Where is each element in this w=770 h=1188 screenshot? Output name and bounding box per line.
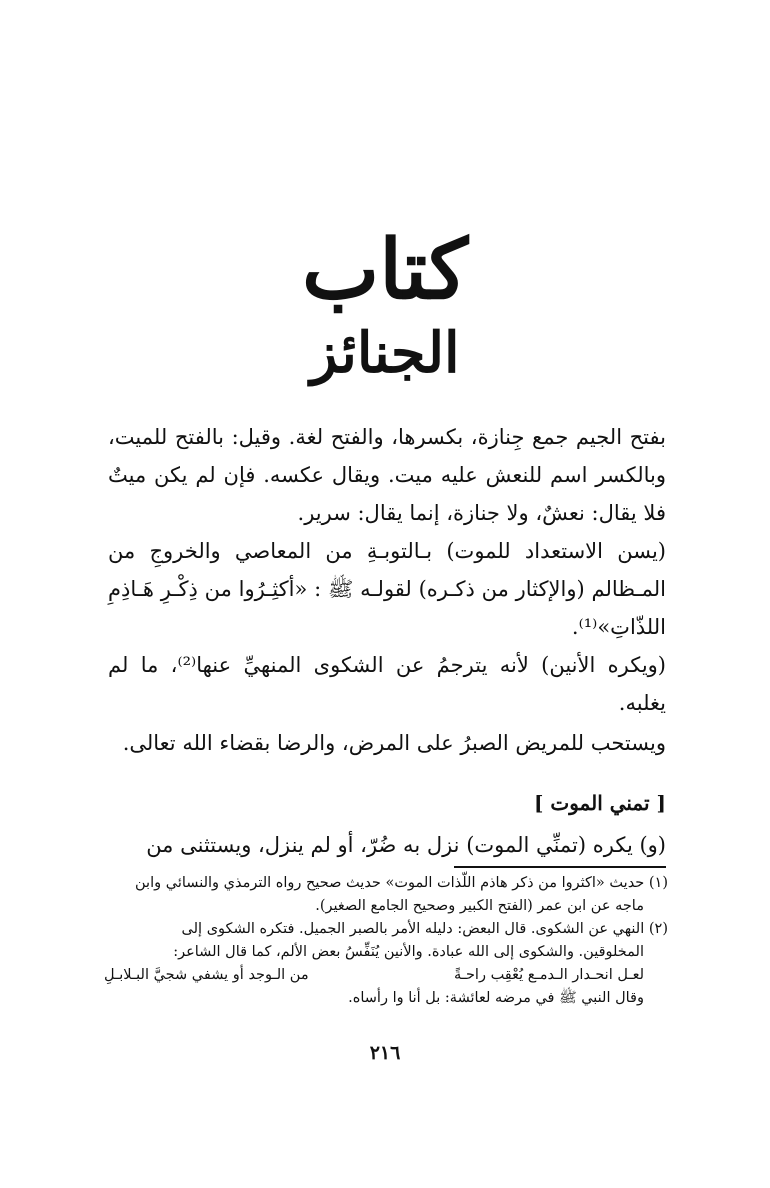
footnote-2-line-3: وقال النبي ﷺ في مرضه لعائشة: بل أنا وا رأساه. — [348, 990, 644, 1006]
paragraph-wishing-death: (و) يكره (تمنِّي الموت) نزل به ضُرّ، أو لم ينزل، ويستثنى من — [146, 833, 666, 857]
paragraph-definition: بفتح الجيم جمع جِنازة، بكسرها، والفتح لغة. وقيل: بالفتح للميت، وبالكسر اسم للنعش عليه ميت. ويقال عكسه. فإن لم يكن ميتٌ فلا يقال: نعشٌ، ولا جنازة، إنما يقال: سرير. — [108, 425, 666, 525]
footnote-divider — [454, 866, 666, 868]
paragraph-moaning: (ويكره الأنين) لأنه يترجمُ عن الشكوى المنهيِّ عنها⁽²⁾، ما لم يغلبه. — [108, 653, 666, 715]
chapter-title: الجنائز — [310, 320, 460, 386]
verse-second-hemistich: من الـوجد أو يشفي شجيَّ البـلابـلِ — [104, 967, 309, 983]
footnote-2-line-1: (٢) النهي عن الشكوى. قال البعض: دليله الأمر بالصبر الجميل. فتكره الشكوى إلى — [181, 921, 668, 937]
verse-first-hemistich: لعـل انحـدار الـدمـع يُعْقِب راحـةً — [453, 967, 644, 983]
footnote-2-line-2: المخلوقين. والشكوى إلى الله عبادة. والأنين يُنَفِّسُ بعض الألم، كما قال الشاعر: — [173, 944, 644, 960]
footnotes — [104, 872, 668, 1010]
section-heading: [ تمني الموت ] — [533, 791, 666, 815]
paragraph-preparation: (يسن الاستعداد للموت) بـالتوبـةِ من المعاصي والخروجِ من المـظالم (والإكثار من ذكـره) لقولـه ﷺ : «أكثِـرُوا من ذِكْـرِ هَـاذِمِ اللذّاتِ»⁽¹⁾. — [108, 539, 666, 639]
poetry-verse — [104, 964, 668, 987]
footnote-1-line-1: (١) حديث «اكثروا من ذكر هاذم اللّذات الموت» حديث صحيح رواه الترمذي والنسائي وابن — [135, 875, 668, 891]
paragraph-patience: ويستحب للمريض الصبرُ على المرض، والرضا بقضاء الله تعالى. — [122, 731, 666, 755]
footnote-1-line-2: ماجه عن ابن عمر (الفتح الكبير وصحيح الجامع الصغير). — [315, 898, 644, 914]
book-title: كتاب — [302, 222, 468, 318]
page-number: ٢١٦ — [369, 1042, 401, 1064]
